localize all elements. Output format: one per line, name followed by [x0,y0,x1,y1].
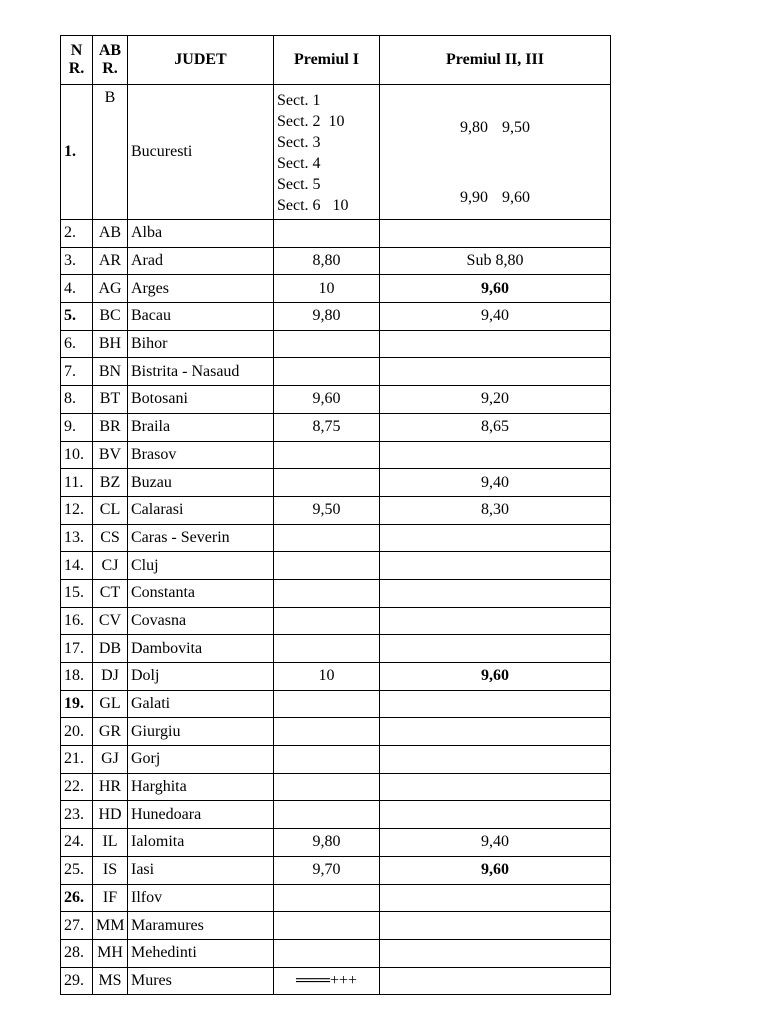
header-row [61,36,611,85]
cell-abr: MS [93,967,128,995]
cell-premiul-2-3: 9,20 [380,386,611,414]
cell-premiul-1 [274,607,380,635]
cell-judet: Calarasi [128,496,274,524]
cell-judet: Giurgiu [128,718,274,746]
cell-nr: 2. [61,220,93,248]
table-row [61,690,611,718]
cell-abr: CT [93,579,128,607]
header-nr-line2: R. [68,60,85,77]
cell-premiul-2-3 [380,220,611,248]
cell-premiul-1 [274,746,380,774]
cell-judet: Maramures [128,912,274,940]
cell-premiul-2-3: 9,40 [380,303,611,331]
cell-judet: Hunedoara [128,801,274,829]
cell-premiul-1-sectors [274,85,380,220]
value: 9,50 [502,119,530,136]
table-row [61,386,611,414]
table-row [61,303,611,331]
cell-nr: 26. [61,884,93,912]
sector-2-values [383,119,607,137]
table-row [61,552,611,580]
cell-premiul-1 [274,718,380,746]
cell-nr: 29. [61,967,93,995]
value: 9,90 [460,189,488,206]
cell-abr: CV [93,607,128,635]
cell-nr: 22. [61,773,93,801]
cell-nr: 7. [61,358,93,386]
cell-nr: 16. [61,607,93,635]
cell-judet: Dolj [128,663,274,691]
cell-abr: GR [93,718,128,746]
cell-premiul-1 [274,773,380,801]
cell-nr: 25. [61,856,93,884]
table-row [61,718,611,746]
cell-nr: 20. [61,718,93,746]
cell-premiul-2-3 [380,801,611,829]
cell-nr: 28. [61,939,93,967]
cell-nr: 17. [61,635,93,663]
cell-premiul-1 [274,939,380,967]
cell-premiul-2-3 [380,718,611,746]
cell-nr: 6. [61,330,93,358]
header-abr [93,36,128,85]
cell-nr: 10. [61,441,93,469]
cell-abr: AB [93,220,128,248]
cell-premiul-1 [274,469,380,497]
results-table [60,35,611,995]
sector-line: Sect. 6 10 [277,197,349,214]
cell-premiul-2-3 [380,524,611,552]
cell-nr: 9. [61,413,93,441]
cell-premiul-1: 9,60 [274,386,380,414]
cell-judet: Arges [128,275,274,303]
sector-line: Sect. 1 [277,92,321,109]
table-row [61,801,611,829]
cell-nr: 14. [61,552,93,580]
table-row [61,884,611,912]
cell-judet: Mures [128,967,274,995]
cell-premiul-2-3: 9,60 [380,856,611,884]
cell-nr: 24. [61,829,93,857]
cell-nr: 3. [61,247,93,275]
cell-abr: AG [93,275,128,303]
cell-judet: Ialomita [128,829,274,857]
table-row [61,579,611,607]
table-row [61,469,611,497]
cell-premiul-1: ═══+++ [274,967,380,995]
table-row [61,524,611,552]
header-abr-line2: R. [102,60,118,77]
sector-list [277,88,376,216]
cell-premiul-1: 10 [274,275,380,303]
cell-premiul-1 [274,801,380,829]
cell-premiul-1: 9,50 [274,496,380,524]
header-judet: JUDET [128,36,274,85]
cell-premiul-1: 9,80 [274,829,380,857]
cell-judet: Bacau [128,303,274,331]
cell-nr: 27. [61,912,93,940]
cell-abr: BC [93,303,128,331]
cell-premiul-2-3: 9,40 [380,469,611,497]
cell-premiul-2-3-sectors [380,85,611,220]
table-row [61,413,611,441]
table-row [61,496,611,524]
header-abr-line1: AB [98,42,122,59]
cell-premiul-2-3 [380,746,611,774]
cell-premiul-2-3: 9,60 [380,275,611,303]
table-row [61,773,611,801]
header-nr [61,36,93,85]
cell-judet: Botosani [128,386,274,414]
table-row [61,247,611,275]
cell-abr: HD [93,801,128,829]
cell-judet: Buzau [128,469,274,497]
cell-abr: CJ [93,552,128,580]
cell-premiul-1 [274,912,380,940]
cell-nr: 8. [61,386,93,414]
cell-abr: IF [93,884,128,912]
cell-premiul-1 [274,690,380,718]
cell-premiul-2-3 [380,441,611,469]
cell-nr: 5. [61,303,93,331]
cell-premiul-2-3 [380,884,611,912]
cell-nr: 4. [61,275,93,303]
cell-abr: DB [93,635,128,663]
cell-premiul-1 [274,330,380,358]
cell-judet: Alba [128,220,274,248]
cell-premiul-2-3: 9,40 [380,829,611,857]
value: 9,60 [502,189,530,206]
cell-premiul-2-3 [380,773,611,801]
cell-judet: Braila [128,413,274,441]
table-row [61,856,611,884]
cell-premiul-2-3 [380,358,611,386]
cell-abr: MH [93,939,128,967]
cell-nr: 11. [61,469,93,497]
cell-judet: Cluj [128,552,274,580]
table-row [61,912,611,940]
cell-nr: 23. [61,801,93,829]
table-row [61,663,611,691]
sector-line: Sect. 2 10 [277,113,345,130]
cell-premiul-1 [274,358,380,386]
value: 9,80 [460,119,488,136]
cell-premiul-1: 8,80 [274,247,380,275]
cell-judet: Ilfov [128,884,274,912]
table-row-bucuresti [61,85,611,220]
cell-premiul-1: 9,70 [274,856,380,884]
cell-judet: Covasna [128,607,274,635]
cell-abr: BR [93,413,128,441]
cell-judet: Bucuresti [128,85,274,220]
cell-abr: DJ [93,663,128,691]
cell-judet: Gorj [128,746,274,774]
cell-premiul-1 [274,635,380,663]
cell-premiul-2-3 [380,967,611,995]
cell-premiul-1 [274,220,380,248]
cell-nr: 12. [61,496,93,524]
cell-premiul-2-3 [380,690,611,718]
sector-line: Sect. 4 [277,155,321,172]
cell-premiul-1 [274,884,380,912]
cell-premiul-1: 10 [274,663,380,691]
cell-abr: GL [93,690,128,718]
sector-line: Sect. 5 [277,176,321,193]
cell-premiul-1 [274,579,380,607]
cell-abr: BN [93,358,128,386]
cell-abr: BV [93,441,128,469]
cell-abr: IL [93,829,128,857]
cell-premiul-1: 8,75 [274,413,380,441]
header-nr-line1: N [70,42,83,59]
table-row [61,441,611,469]
sector-6-values [383,189,607,207]
cell-abr: BH [93,330,128,358]
cell-premiul-1: 9,80 [274,303,380,331]
table-row [61,939,611,967]
cell-abr: BZ [93,469,128,497]
table-row [61,275,611,303]
cell-judet: Constanta [128,579,274,607]
cell-premiul-1 [274,552,380,580]
cell-premiul-2-3 [380,635,611,663]
cell-premiul-2-3: 8,65 [380,413,611,441]
cell-abr: BT [93,386,128,414]
cell-judet: Bistrita - Nasaud [128,358,274,386]
cell-judet: Galati [128,690,274,718]
cell-premiul-1 [274,524,380,552]
cell-nr: 18. [61,663,93,691]
cell-premiul-1 [274,441,380,469]
cell-judet: Harghita [128,773,274,801]
cell-nr: 15. [61,579,93,607]
cell-abr: B [93,85,128,220]
cell-nr: 19. [61,690,93,718]
cell-abr: CL [93,496,128,524]
table-row [61,607,611,635]
cell-abr: HR [93,773,128,801]
cell-nr: 13. [61,524,93,552]
cell-premiul-2-3 [380,912,611,940]
cell-judet: Brasov [128,441,274,469]
cell-judet: Iasi [128,856,274,884]
cell-judet: Mehedinti [128,939,274,967]
table-row [61,330,611,358]
cell-abr: AR [93,247,128,275]
table-row [61,635,611,663]
cell-premiul-2-3: 8,30 [380,496,611,524]
cell-premiul-2-3 [380,552,611,580]
header-premiul-1: Premiul I [274,36,380,85]
cell-nr: 21. [61,746,93,774]
cell-judet: Caras - Severin [128,524,274,552]
header-premiul-2-3: Premiul II, III [380,36,611,85]
table-row [61,967,611,995]
cell-judet: Bihor [128,330,274,358]
cell-judet: Arad [128,247,274,275]
cell-premiul-2-3 [380,330,611,358]
sector-line: Sect. 3 [277,134,321,151]
cell-abr: GJ [93,746,128,774]
table-row [61,358,611,386]
cell-abr: MM [93,912,128,940]
cell-premiul-2-3: 9,60 [380,663,611,691]
table-row [61,220,611,248]
table-row [61,829,611,857]
cell-abr: CS [93,524,128,552]
cell-premiul-2-3 [380,579,611,607]
table-row [61,746,611,774]
cell-abr: IS [93,856,128,884]
cell-nr: 1. [61,85,93,220]
cell-premiul-2-3 [380,607,611,635]
cell-premiul-2-3: Sub 8,80 [380,247,611,275]
cell-premiul-2-3 [380,939,611,967]
cell-judet: Dambovita [128,635,274,663]
